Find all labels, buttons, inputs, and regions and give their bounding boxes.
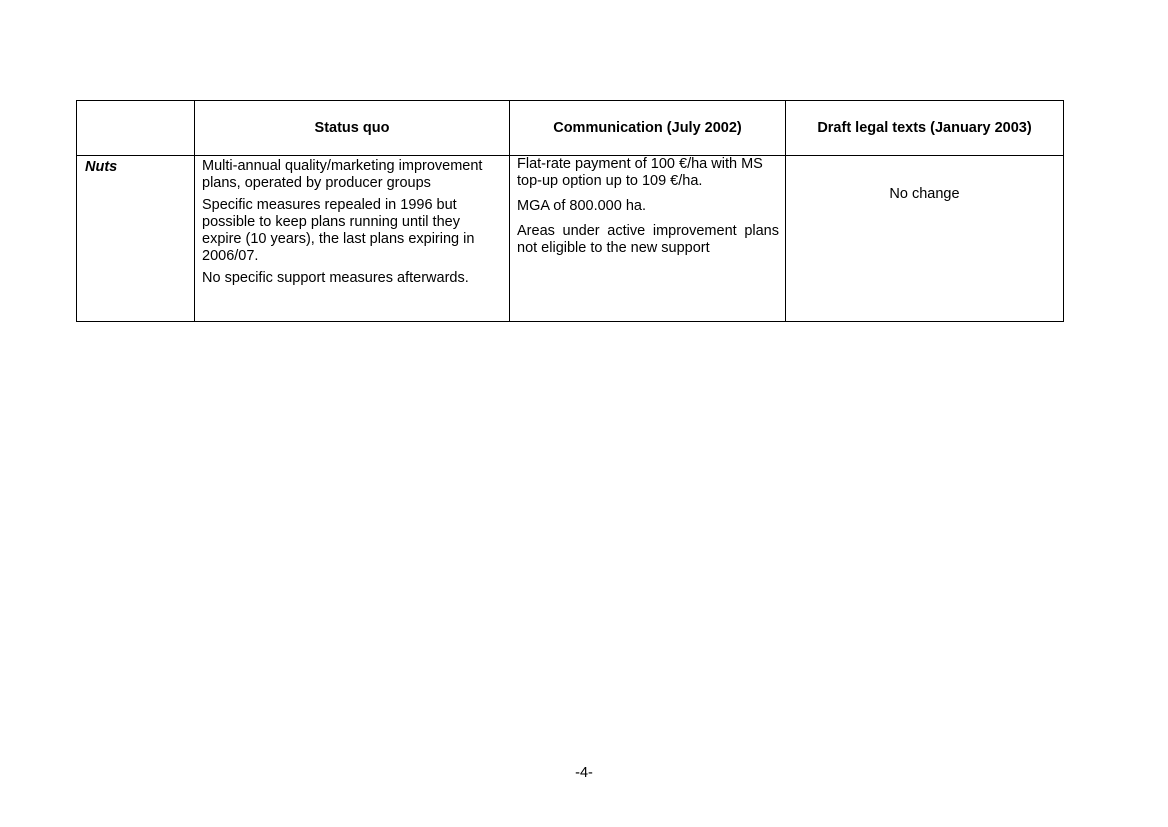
header-status-quo: Status quo: [195, 101, 510, 156]
table-header-row: [77, 101, 1064, 156]
status-quo-paragraph: Multi-annual quality/marketing improvement plans, operated by producer groups: [202, 158, 483, 191]
header-empty: [77, 101, 195, 156]
table-row: [77, 156, 1064, 322]
status-quo-cell: [195, 156, 510, 322]
page-number: -4-: [575, 765, 593, 781]
draft-legal-texts-cell: No change: [786, 156, 1064, 322]
row-label-nuts: Nuts: [77, 156, 195, 322]
status-quo-paragraph: Specific measures repealed in 1996 but possible to keep plans running until they expire (10 years), the last plans expiring in 2006/07.: [202, 197, 475, 264]
status-quo-paragraph: No specific support measures afterwards.: [202, 270, 469, 286]
communication-paragraph: Flat-rate payment of 100 €/ha with MS top-up option up to 109 €/ha.: [517, 156, 763, 189]
header-draft-legal-texts: Draft legal texts (January 2003): [786, 101, 1064, 156]
communication-paragraph: MGA of 800.000 ha.: [517, 198, 646, 214]
communication-paragraph: Areas under active improvement plans not eligible to the new support: [517, 223, 779, 256]
comparison-table: [76, 100, 1064, 322]
header-communication: Communication (July 2002): [510, 101, 786, 156]
communication-cell: [510, 156, 786, 322]
